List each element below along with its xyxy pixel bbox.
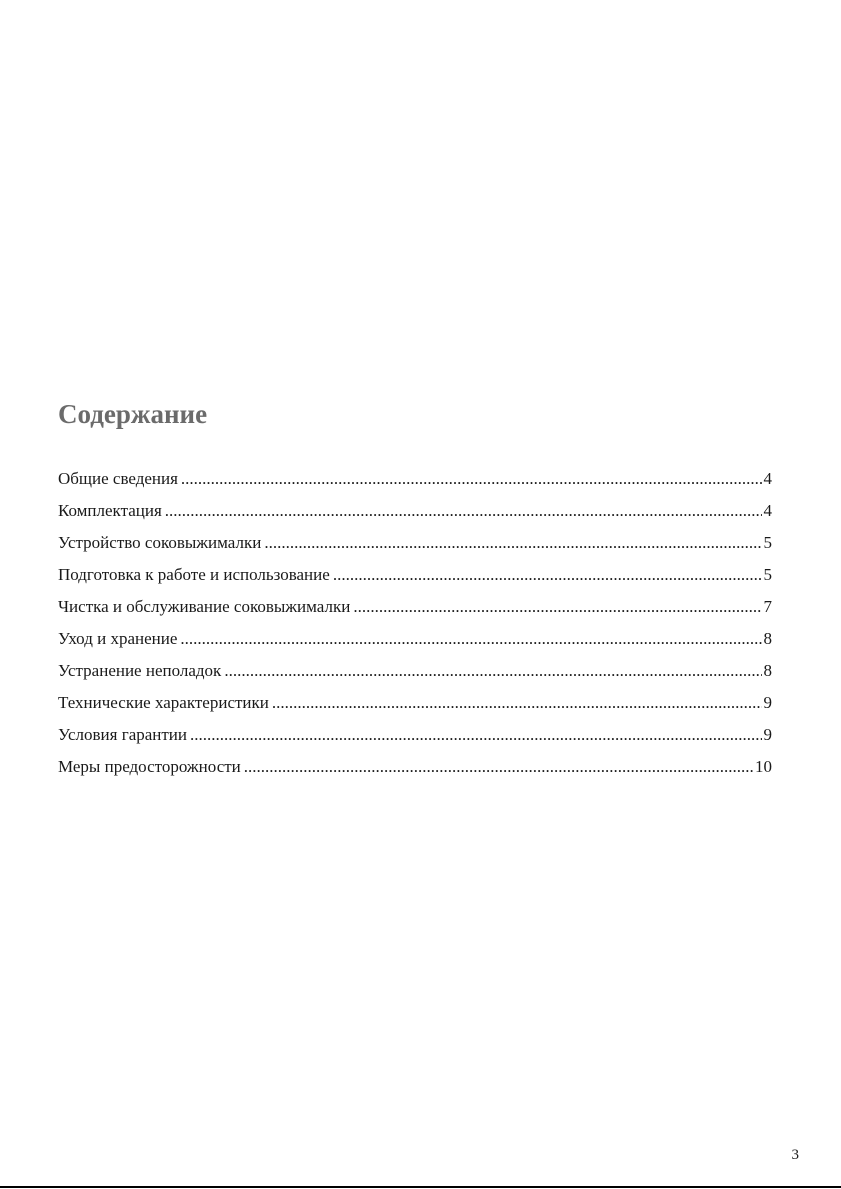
toc-entry-page: 4 <box>763 469 772 488</box>
toc-entry-page: 9 <box>763 693 772 712</box>
toc-dot-leader <box>165 495 762 527</box>
toc-entry-page: 7 <box>763 597 772 616</box>
toc-entry-page: 10 <box>755 757 772 776</box>
toc-entry-page: 8 <box>763 661 772 680</box>
toc-entry-page: 4 <box>763 501 772 520</box>
toc-dot-leader <box>353 591 761 623</box>
toc-entry-label: Меры предосторожности <box>58 757 241 776</box>
toc-entry-label: Условия гарантии <box>58 725 188 744</box>
toc-entry-label: Подготовка к работе и использование <box>58 565 330 584</box>
toc-entry-page: 5 <box>763 533 772 552</box>
toc-entry[interactable] <box>58 559 772 591</box>
toc-title: Содержание <box>58 399 208 429</box>
toc-entry[interactable] <box>58 687 772 719</box>
toc-entry[interactable] <box>58 463 772 495</box>
toc-entry[interactable] <box>58 495 772 527</box>
toc-entry[interactable] <box>58 591 772 623</box>
toc-dot-leader <box>272 687 762 719</box>
toc-entry[interactable] <box>58 655 772 687</box>
bottom-divider <box>0 1186 841 1188</box>
toc-dot-leader <box>244 751 753 783</box>
toc-entry-page: 5 <box>763 565 772 584</box>
toc-dot-leader <box>180 623 761 655</box>
page-number: 3 <box>791 1147 799 1163</box>
toc-entry-page: 8 <box>763 629 772 648</box>
toc-entry-label: Чистка и обслуживание соковыжималки <box>58 597 351 616</box>
toc-entry-label: Общие сведения <box>58 469 178 488</box>
toc-dot-leader <box>190 719 761 751</box>
toc-entry[interactable] <box>58 527 772 559</box>
toc-entry-page: 9 <box>763 725 772 744</box>
toc-dot-leader <box>181 463 762 495</box>
table-of-contents <box>58 463 772 783</box>
toc-dot-leader <box>333 559 762 591</box>
toc-dot-leader <box>224 655 761 687</box>
toc-entry-label: Технические характеристики <box>58 693 269 712</box>
toc-entry-label: Уход и хранение <box>58 629 178 648</box>
toc-entry-label: Комплектация <box>58 501 162 520</box>
toc-entry-label: Устранение неполадок <box>58 661 222 680</box>
toc-entry-label: Устройство соковыжималки <box>58 533 262 552</box>
toc-entry[interactable] <box>58 719 772 751</box>
toc-entry[interactable] <box>58 751 772 783</box>
toc-dot-leader <box>264 527 761 559</box>
toc-entry[interactable] <box>58 623 772 655</box>
